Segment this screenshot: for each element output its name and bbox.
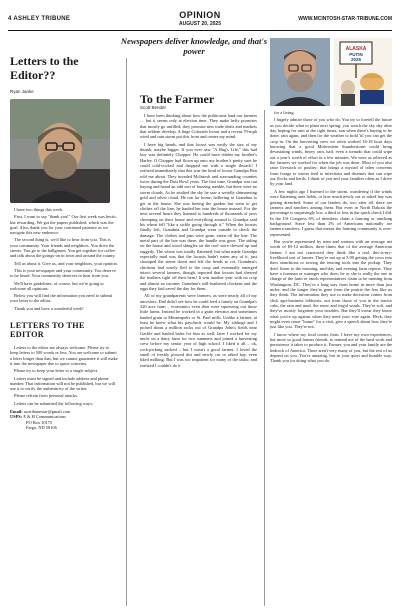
issue-date: AUGUST 20, 2025: [179, 21, 221, 27]
column-divider: [264, 110, 265, 606]
column-divider: [126, 58, 127, 606]
tagline: Newspapers deliver knowledge, and that's power: [120, 36, 268, 56]
policy-paragraph: Letters can be submitted the following ways:: [14, 400, 94, 406]
letters-intro-paragraph: Thank you and have a wonderful week!: [14, 305, 84, 311]
columnist-photo: [270, 38, 330, 106]
policy-paragraph: Letters must be signed and include address and phone number. That information will not be published, but we will use it to verify the authenticity of the writer.: [10, 375, 116, 392]
column-paragraph: for a living.: [274, 110, 295, 115]
policy-paragraph: Please try to keep your letter to a single subject.: [14, 368, 99, 374]
submission-info: [10, 409, 118, 430]
website-link[interactable]: WWW.MCINTOSH-STAR-TRIBUNE.COM: [298, 16, 392, 22]
policy-paragraph: Letters to the editor are always welcome. Please try to keep letters to 500 words or less. You are welcome to submit a letter longer than that, but we cannot guarantee it will make it into the newspaper due to space concerns.: [10, 345, 118, 366]
letters-intro-paragraph: Tell us about it. Give us, and your neighbors, your opinion.: [14, 260, 118, 266]
usps-label: USPS:: [10, 414, 23, 420]
masthead: [8, 8, 392, 32]
section-title: OPINION: [179, 10, 221, 20]
svg-text:PUTIN: PUTIN: [349, 52, 363, 57]
letters-intro-paragraph: This is your newspaper and your community. You deserve to be heard. Your community deserves to hear from you.: [10, 267, 116, 279]
column-paragraph: But you're represented by men and women with an average net worth of $5-12 million, three times that of the average American farmer. I am not convinced they think like a real, this-is-my-livelihood sort of farmer. They're not up at 5:00 getting the cows into their stanchions or towing the fencing tools into the pickup. They don't listen to the morning, mid-day and evening farm reports. They have a foreman or manager who does; he or she is really the one in charge of the farm or ranch representatives claim to be running from Washington, DC. They're a long way from home in more than just miles, and the longer they're gone from the prairie the less like us they think. The information they use to make decisions comes from slick agri-business lobbyists, not from those of you in the tractor cabs, the rain and mud, the snow and frigid winds. They're soft, and they've mostly forgotten your troubles. But they'll swear they know what you're up against when they need your vote again. Heck, they might even come "home" for a visit, give a speech about how they're just like you. They're not.: [270, 238, 392, 330]
usps-line: PO Box 10175: [26, 419, 53, 425]
letters-intro-paragraph: First, I want to say "thank you!" Our first week was hectic, but rewarding. We got the papers published, which was the goal. Also, thank you for your continued patience as we navigate this new endeavor.: [10, 214, 118, 236]
svg-text:2025: 2025: [350, 57, 362, 62]
letters-intro-paragraph: We'll have guidelines, of course, but we're going to welcome all opinions.: [10, 280, 104, 291]
letters-policy-heading: LETTERS TO THE EDITOR: [10, 321, 85, 340]
column-body-left: [140, 113, 257, 606]
policy-paragraph: Please refrain from personal attacks.: [14, 393, 79, 399]
letters-heading: Letters to the Editor??: [10, 54, 79, 82]
cartoon-sign-text: ALASKA: [345, 46, 367, 52]
columnist-photo-area: [140, 38, 257, 88]
usps-line: E & H Communications: [23, 414, 66, 420]
usps-line: Fargo, ND 58106: [26, 424, 57, 430]
column-paragraph: I know where my food comes from. I have my own experiences, but more so good farmer friends, to remind me of the hard work and persistence it takes to produce it. Farmer, you and your family are the bedrock of America. There aren't very many of you, but the rest of us depend on you. You're amazing, but in your quiet and humble way. Thank you for doing what you do.: [270, 331, 392, 364]
letters-intro-paragraph: I have two things this week.: [14, 207, 64, 212]
column-title: To the Farmer: [140, 92, 215, 106]
page-label: 4 ASHLEY TRIBUNE: [8, 16, 71, 22]
byline: Ryan Janke: [10, 89, 34, 94]
column-paragraph: A few nights ago I listened to the storm, wondering if the winds were flattening area fields, or how much newly cut or raked hay was getting drenched. Some of our leaders do, too; after all, there are farmers and ranchers among them. But even in North Dakota the percentage is surprisingly low, a third or less in the quick check I did. In the US Congress 6% of members claim a farming or ranching background. Since less than 2% of Americans nationally are farmers/ranchers, I guess that means the farming community is over-represented.: [270, 188, 392, 237]
letters-intro-paragraph: The second thing is, we'd like to hear from you. This is your community. Your friends and neighbors. You drive the streets. You go to the ballgames. You get together for coffee and talk about the goings-on in town and around the county.: [10, 237, 116, 259]
email-link[interactable]: awtribunestar@gmail.com: [23, 409, 71, 415]
column-body-right: [270, 110, 392, 606]
letters-intro-paragraph: Below you will find the information you need to submit your letter to the editor.: [10, 293, 113, 304]
column-paragraph: I have big hands, and that locust was easily the size of my thumb, maybe bigger. If you ever saw "A Bug's Life," this bad boy was definitely Chopper. He could have ridden my brother's Harley. If Chopper had flown up onto my brother's pretty sure he could cold-cocked and dropped me with a single thwack! I realized immediately that this was the kind of locust Grandpa Ben told me about. They invaded McIntosh and surrounding counties twice during the Dust Bowl years. The first time, Grandpa was out haying and heard an odd sort of buzzing rumble, but there were no storm clouds. As he studied the sky he saw a weirdly shimmering gold and silver cloud. He ran for home, hollering to Grandma to get in the house. She was hoeing the garden but went to get clothes off the line; he hauled her into the house instead. For the next several hours they listened to hundreds of thousands of jaws chomping on their house and everything around it. Grandpa said his wheat fell "like a sickle going through it." When the locusts finally left, Grandma and Grandpa went outside to check the damage. The clothes and pins were gone, eaten off the line. The metal part of the hoe was there, the handle was gone. The siding on the house and wood shingles on the roof were chewed up and raggedy. The wheat was totally flattened, but what made Grandpa especially mad was that the locusts hadn't eaten any of it, just chomped the stems down and left the heads to rot. Grandma's chickens had wisely fled to the coop and eventually emerged intact; several farmers, though, reported that locusts had chewed the feathers right off their hens! It was another year with no crop and almost no income; Grandma's still-feathered chickens and the eggs they laid saved the day for them.: [140, 141, 257, 291]
editorial-cartoon: [334, 38, 392, 106]
column-byline: Scott Bender: [140, 105, 167, 110]
column-paragraph: All of my grandparents were farmers, as were nearly all of my ancestors. Dad didn't see how he could feed a family on Grandpa's 320 acre farm – economics even then were squeezing out those little farms. Instead he worked in a grain elevator and sometimes hauled grain to Minneapolis or St. Paul mills. Unlike a farmer, at least he knew what his paycheck would be. My siblings and I picked about a million rocks out of Grandpa John's fields near Gackle and hauled bales for him as well; later I worked for my uncle on a dairy farm for two summers and joined a harvesting crew before my senior year of high school. I liked it all – ok, rock-picking sucked – but I wasn't a good farmer. I loved the smell of freshly plowed dirt and newly cut or raked hay, even liked milking. But I was too impatient for many of the tasks; and realized I couldn't do it: [140, 293, 257, 368]
column-paragraph: I have been thinking about how the politicians laud our farmers … but it seems only at election time. They make hefty promises that mostly go unfilled, they promise new trade deals and markets that seldom develop. A huge Colorado locust and a recent 70-mph wind and rain storm put this front and center my mind.: [140, 113, 257, 140]
letters-column: [10, 36, 118, 606]
author-photo: [10, 99, 110, 203]
email-label: Email:: [10, 409, 23, 415]
column-paragraph: I hugely admire those of you who do. You try to foretell the future as you decide what to plant next spring; you watch the sky day after day hoping for rain at the right times, sun when there's haying to be done, rain again, and then for the weather to hold 'til you can get the crop in. On the harvesting crew we often worked 16-18 hour days knowing that a good Midwestern thunderstorm could bring devastating winds, heavy rain, hail, even a tornado that could wipe out a year's worth of effort in a few minutes. We were as relieved as the farmers we worked for when the job was done. Most of you also raise livestock or poultry; that brings a myriad of other concerns from forage to winter feed to infections and diseases that can wipe out flocks and herds. I think of you and your families often as I drive by your land.: [270, 117, 392, 187]
header-rule: [8, 30, 392, 31]
